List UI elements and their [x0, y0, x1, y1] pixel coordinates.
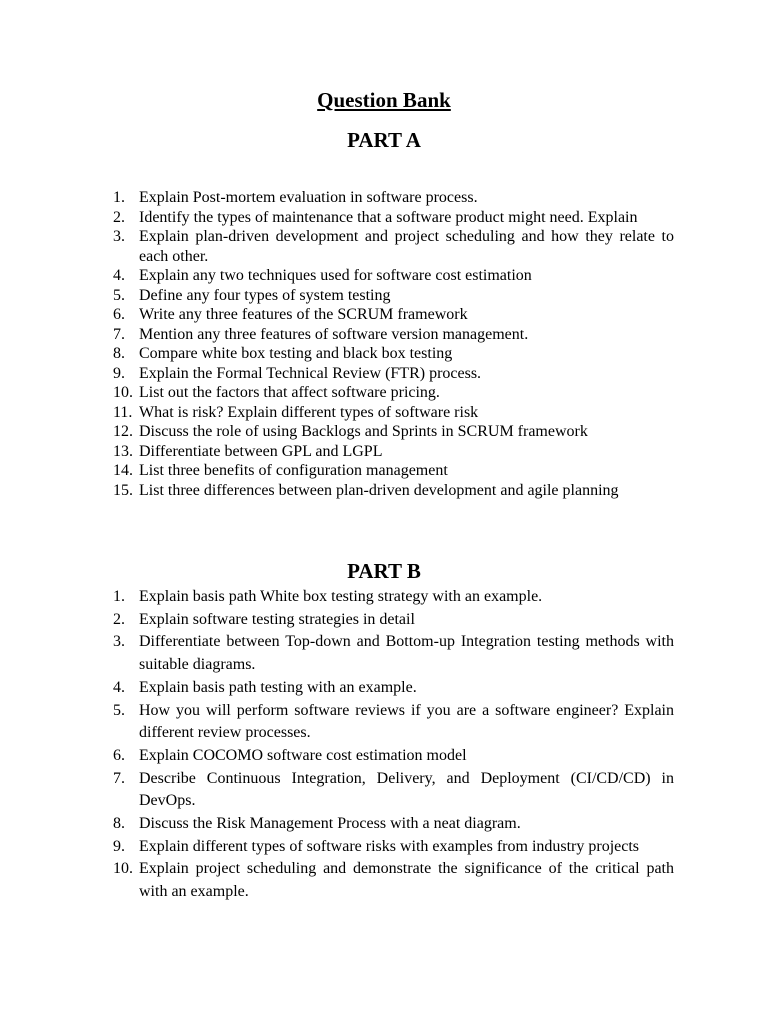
- question-item: [113, 836, 674, 859]
- question-item: [113, 344, 674, 364]
- question-item: [113, 208, 674, 228]
- question-item: [113, 286, 674, 306]
- question-text: Explain software testing strategies in detail: [139, 610, 415, 628]
- question-number: 1.: [113, 189, 125, 206]
- part-a-heading: PART A: [347, 128, 421, 152]
- question-number: 5.: [113, 701, 125, 719]
- question-item: [113, 586, 674, 609]
- question-item: [113, 364, 674, 384]
- question-number: 13.: [113, 442, 133, 460]
- question-number: 12.: [113, 423, 133, 440]
- question-text: Discuss the role of using Backlogs and Sprints in SCRUM framework: [139, 423, 588, 440]
- question-number: 4.: [113, 678, 125, 696]
- question-text: Explain basis path testing with an example.: [139, 678, 417, 696]
- question-number: 9.: [113, 837, 125, 855]
- question-item: [113, 188, 674, 208]
- question-number: 9.: [113, 364, 125, 382]
- question-text: Differentiate between Top-down and Bottom-up Integration testing methods with suitable diagrams.: [139, 633, 674, 674]
- question-item: [113, 768, 674, 813]
- question-text: Discuss the Risk Management Process with a neat diagram.: [139, 815, 521, 833]
- question-text: Explain any two techniques used for software cost estimation: [139, 267, 532, 284]
- question-text: List three differences between plan-driven development and agile planning: [139, 481, 619, 499]
- question-item: [113, 227, 674, 266]
- question-text: Explain basis path White box testing strategy with an example.: [139, 588, 543, 605]
- question-number: 6.: [113, 306, 125, 323]
- question-item: [113, 403, 674, 423]
- question-number: 3.: [113, 228, 125, 245]
- question-text: How you will perform software reviews if you are a software engineer? Explain different review processes.: [139, 701, 674, 742]
- question-item: [113, 383, 674, 403]
- question-item: [113, 325, 674, 345]
- question-number: 7.: [113, 325, 125, 343]
- question-text: List out the factors that affect software pricing.: [139, 384, 440, 401]
- question-number: 6.: [113, 746, 125, 764]
- question-number: 3.: [113, 633, 125, 651]
- question-number: 1.: [113, 588, 125, 605]
- question-number: 2.: [113, 610, 125, 628]
- part-a-question-list: [113, 188, 674, 500]
- question-number: 2.: [113, 208, 125, 226]
- question-number: 15.: [113, 481, 133, 499]
- question-number: 14.: [113, 462, 133, 479]
- question-text: Explain Post-mortem evaluation in software process.: [139, 189, 478, 206]
- question-number: 5.: [113, 286, 125, 304]
- question-number: 11.: [113, 403, 133, 421]
- question-text: Describe Continuous Integration, Delivery, and Deployment (CI/CD/CD) in DevOps.: [139, 769, 674, 810]
- question-text: Explain COCOMO software cost estimation model: [139, 746, 467, 764]
- question-item: [113, 266, 674, 286]
- part-b-heading: PART B: [347, 559, 421, 583]
- question-item: [113, 745, 674, 768]
- question-text: Compare white box testing and black box testing: [139, 345, 453, 362]
- question-text: Write any three features of the SCRUM framework: [139, 306, 468, 323]
- question-text: Mention any three features of software version management.: [139, 325, 529, 343]
- question-number: 8.: [113, 815, 125, 833]
- question-text: Differentiate between GPL and LGPL: [139, 442, 383, 460]
- question-item: [113, 481, 674, 501]
- question-text: Explain different types of software risks with examples from industry projects: [139, 837, 640, 855]
- question-number: 10.: [113, 860, 133, 878]
- question-item: [113, 305, 674, 325]
- question-item: [113, 609, 674, 632]
- question-number: 7.: [113, 769, 125, 787]
- question-text: List three benefits of configuration management: [139, 462, 448, 479]
- question-text: What is risk? Explain different types of software risk: [139, 403, 479, 421]
- question-number: 10.: [113, 384, 133, 401]
- question-text: Explain project scheduling and demonstrate the significance of the critical path with an example.: [139, 860, 674, 901]
- question-item: [113, 858, 674, 903]
- question-text: Explain the Formal Technical Review (FTR) process.: [139, 364, 482, 382]
- question-text: Identify the types of maintenance that a software product might need. Explain: [139, 208, 638, 226]
- question-number: 8.: [113, 345, 125, 362]
- part-b-question-list: [113, 586, 674, 904]
- question-text: Define any four types of system testing: [139, 286, 391, 304]
- question-item: [113, 422, 674, 442]
- question-item: [113, 677, 674, 700]
- question-item: [113, 442, 674, 462]
- question-item: [113, 813, 674, 836]
- question-item: [113, 700, 674, 745]
- page-title: Question Bank: [317, 88, 451, 112]
- question-item: [113, 461, 674, 481]
- question-text: Explain plan-driven development and project scheduling and how they relate to each other.: [139, 228, 674, 265]
- question-item: [113, 631, 674, 676]
- question-number: 4.: [113, 267, 125, 284]
